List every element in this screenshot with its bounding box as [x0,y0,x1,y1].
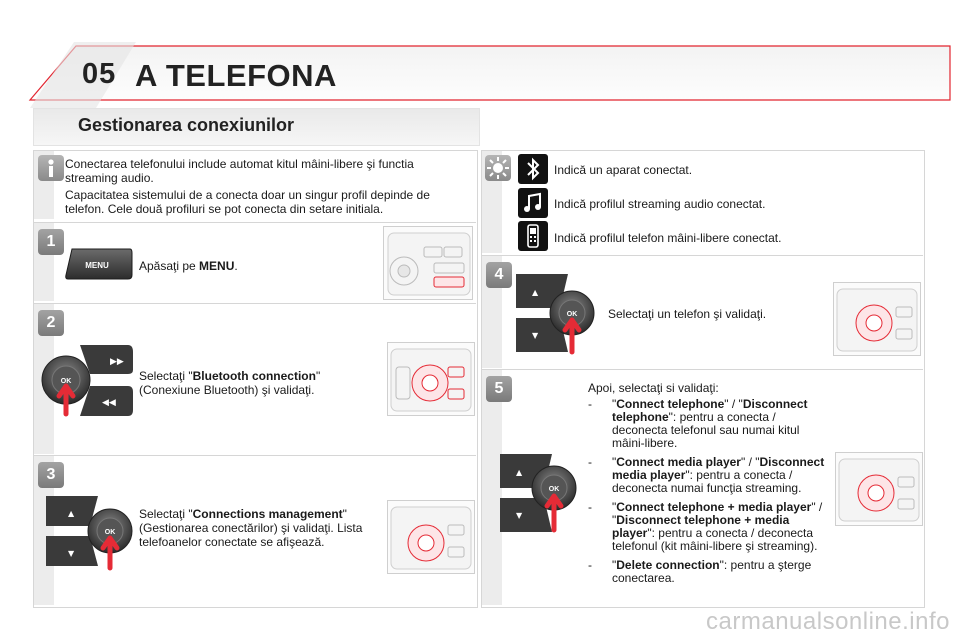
svg-text:▲: ▲ [516,468,523,477]
step-4-badge: 4 [486,262,512,288]
ok-label: OK [60,378,72,385]
step-4-text: Selectaţi un telefon şi validaţi. [608,307,767,321]
step-4-radio-thumbnail [833,282,921,356]
svg-text:▶▶: ▶▶ [110,357,124,367]
step-1-text: Apăsaţi pe MENU. [139,259,238,273]
step-2-text: Selectaţi "Bluetooth connection" (Conexiune Bluetooth) şi validaţi. [139,369,321,397]
step-1-badge: 1 [38,229,64,255]
info-paragraph-1: Conectarea telefonului include automat kitul mâini-libere şi functia streaming audio. [65,157,414,185]
svg-text:▼: ▼ [68,549,75,558]
step-3-badge: 3 [38,462,64,488]
ok-jog-wheel-icon [494,450,584,536]
info-icon [38,155,64,181]
page-title: A TELEFONA [135,58,337,93]
sun-icon [485,155,511,181]
step-5-badge: 5 [486,376,512,402]
info-paragraph-2: Capacitatea sistemului de a conecta doar un singur profil depinde de telefon. Cele două profiluri se pot conecta din setare initiala. [65,188,430,216]
status-text-streaming: Indică profilul streaming audio conectat. [554,197,766,211]
step-5-intro: Apoi, selectaţi si validaţi: [588,381,719,395]
step-3-radio-thumbnail [387,500,475,574]
svg-text:▲: ▲ [532,288,539,297]
watermark-url: carmanualsonline.info [706,608,950,635]
step-5-radio-thumbnail [835,452,923,526]
section-title: Gestionarea conexiunilor [78,115,295,135]
svg-text:▲: ▲ [68,509,75,518]
status-text-phone: Indică profilul telefon mâini-libere conectat. [554,231,782,245]
music-note-icon [518,188,548,218]
svg-text:▼: ▼ [516,511,523,520]
step-1-radio-thumbnail [383,226,473,300]
ok-label: OK [104,529,116,536]
option-connect-media-player: - "Connect media player" / "Disconnect media player": pentru a conecta / deconecta numai funcţia streaming. [588,455,825,495]
ok-jog-wheel-icon [40,490,135,572]
option-delete-connection: - "Delete connection": pentru a şterge conectarea. [588,558,812,585]
menu-button-icon [64,247,134,281]
svg-text:◀◀: ◀◀ [102,398,116,408]
divider [34,303,476,304]
ok-jog-wheel-icon [510,270,600,356]
step-3-text: Selectaţi "Connections management" (Gestionarea conectărilor) şi validaţi. Lista telefoanelor conectate se afişează. [139,507,363,549]
option-connect-telephone: - "Connect telephone" / "Disconnect telephone": pentru a conecta / deconecta telefonul sau numai kitul mâini-libere. [588,397,808,450]
step-2-badge: 2 [38,310,64,336]
info-badge [38,155,64,181]
option-connect-telephone-media: - "Connect telephone + media player" / "Disconnect telephone + media player": pentru a conecta / deconecta telefonul (kit mâini-libere şi streaming). [588,500,823,553]
step-2-radio-thumbnail [387,342,475,416]
ok-jog-wheel-icon [40,340,135,422]
chapter-number: 05 [82,58,117,90]
divider [34,455,476,456]
tip-badge [485,155,511,181]
status-text-bluetooth: Indică un aparat conectat. [554,163,693,177]
divider [34,222,476,223]
ok-label: OK [548,486,560,493]
divider [482,369,923,370]
phone-icon [518,221,548,251]
bluetooth-icon [518,154,548,184]
divider [482,255,923,256]
option-list [588,398,828,591]
ok-label: OK [566,311,578,318]
menu-button-label: MENU [85,261,109,270]
svg-text:▼: ▼ [532,331,539,340]
